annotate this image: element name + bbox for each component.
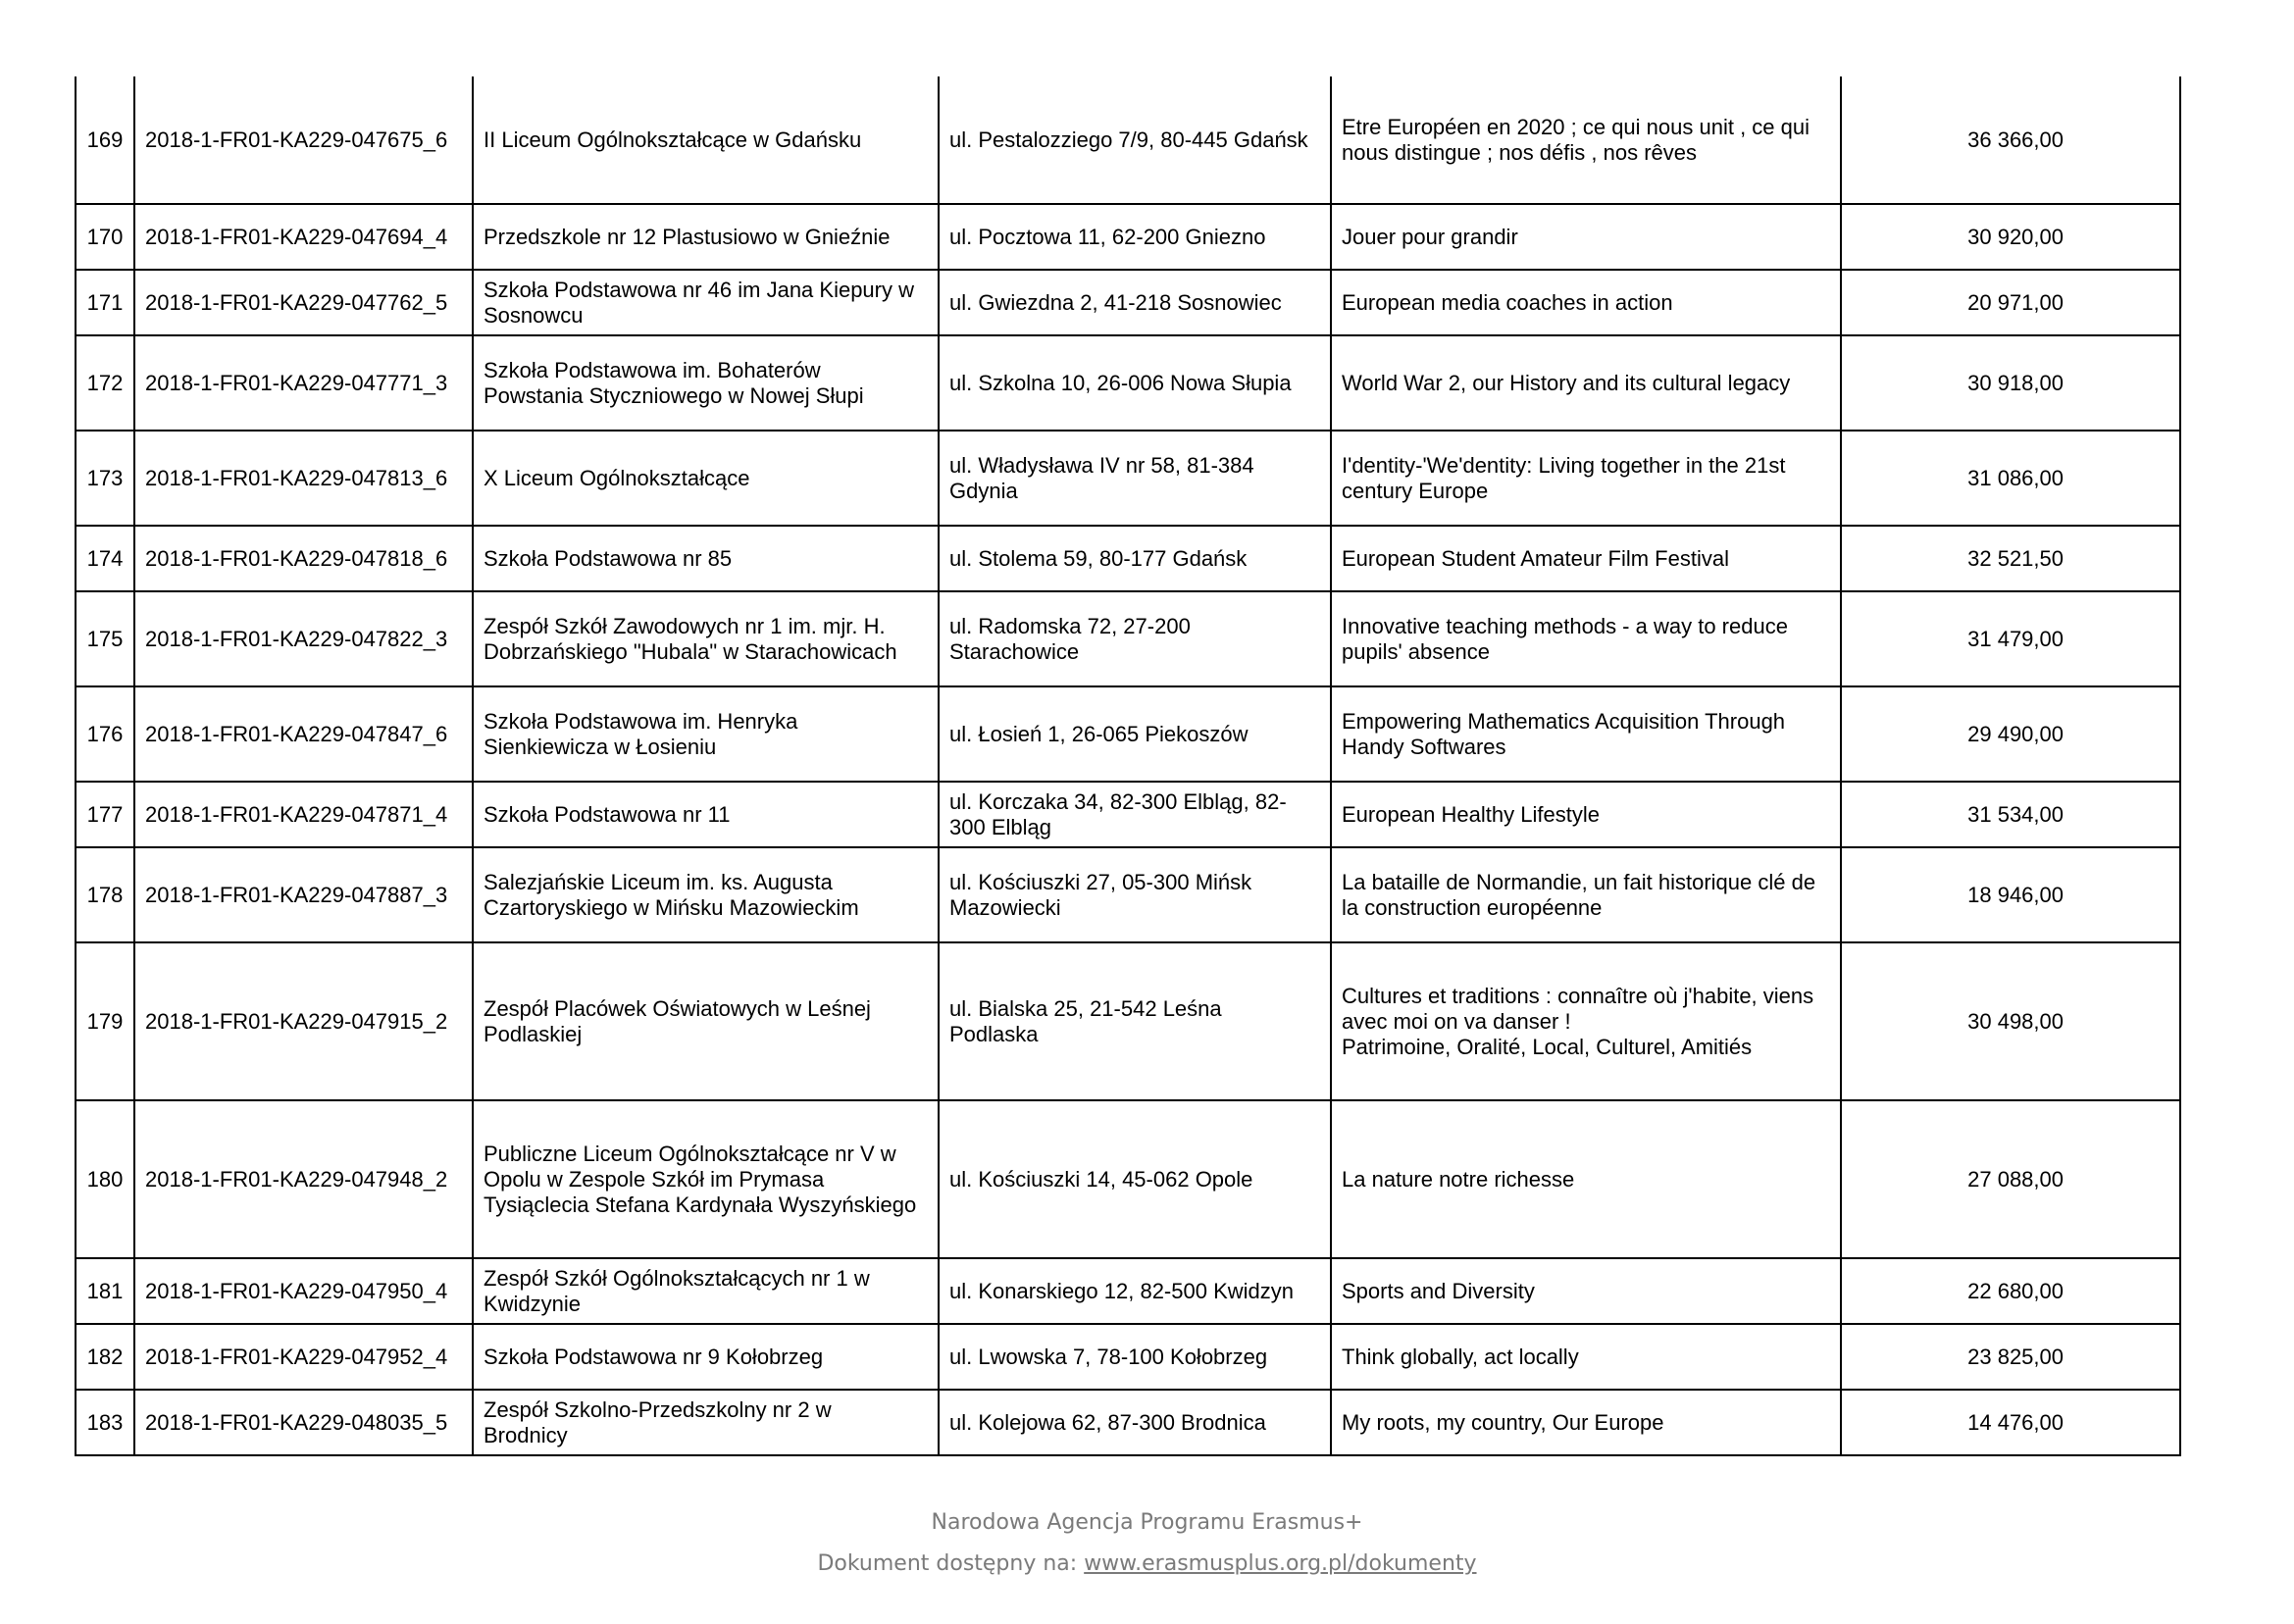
row-number: 180 (76, 1100, 134, 1258)
table-row (76, 942, 2180, 1100)
grant-amount: 30 920,00 (1841, 204, 2180, 270)
project-id: 2018-1-FR01-KA229-048035_5 (134, 1390, 473, 1455)
table-row (76, 1324, 2180, 1390)
projects-table (75, 76, 2181, 1456)
table-row (76, 270, 2180, 335)
institution-address: ul. Szkolna 10, 26-006 Nowa Słupia (939, 335, 1331, 431)
grant-amount: 29 490,00 (1841, 686, 2180, 782)
project-id: 2018-1-FR01-KA229-047818_6 (134, 526, 473, 591)
project-title: La bataille de Normandie, un fait historique clé de la construction européenne (1331, 847, 1841, 942)
row-number: 181 (76, 1258, 134, 1324)
project-title: European media coaches in action (1331, 270, 1841, 335)
institution-name: II Liceum Ogólnokształcące w Gdańsku (473, 76, 939, 204)
institution-address: ul. Kościuszki 14, 45-062 Opole (939, 1100, 1331, 1258)
institution-address: ul. Radomska 72, 27-200 Starachowice (939, 591, 1331, 686)
row-number: 173 (76, 431, 134, 526)
table-row (76, 1258, 2180, 1324)
table-body (76, 76, 2180, 1455)
institution-address: ul. Konarskiego 12, 82-500 Kwidzyn (939, 1258, 1331, 1324)
table-row (76, 591, 2180, 686)
table-row (76, 431, 2180, 526)
row-number: 183 (76, 1390, 134, 1455)
footer-agency: Narodowa Agencja Programu Erasmus+ (931, 1510, 1363, 1535)
institution-name: Szkoła Podstawowa im. Henryka Sienkiewicza w Łosieniu (473, 686, 939, 782)
project-id: 2018-1-FR01-KA229-047948_2 (134, 1100, 473, 1258)
project-title: My roots, my country, Our Europe (1331, 1390, 1841, 1455)
project-id: 2018-1-FR01-KA229-047952_4 (134, 1324, 473, 1390)
grant-amount: 22 680,00 (1841, 1258, 2180, 1324)
table-row (76, 847, 2180, 942)
project-title: La nature notre richesse (1331, 1100, 1841, 1258)
institution-address: ul. Stolema 59, 80-177 Gdańsk (939, 526, 1331, 591)
project-title: Sports and Diversity (1331, 1258, 1841, 1324)
project-id: 2018-1-FR01-KA229-047847_6 (134, 686, 473, 782)
grant-amount: 14 476,00 (1841, 1390, 2180, 1455)
row-number: 182 (76, 1324, 134, 1390)
institution-address: ul. Kościuszki 27, 05-300 Mińsk Mazowiecki (939, 847, 1331, 942)
institution-name: Zespół Placówek Oświatowych w Leśnej Podlaskiej (473, 942, 939, 1100)
row-number: 170 (76, 204, 134, 270)
institution-address: ul. Kolejowa 62, 87-300 Brodnica (939, 1390, 1331, 1455)
table-row (76, 782, 2180, 847)
documents-link[interactable]: www.erasmusplus.org.pl/dokumenty (1084, 1551, 1477, 1576)
table-row (76, 686, 2180, 782)
grant-amount: 31 534,00 (1841, 782, 2180, 847)
institution-address: ul. Bialska 25, 21-542 Leśna Podlaska (939, 942, 1331, 1100)
project-title: World War 2, our History and its cultural legacy (1331, 335, 1841, 431)
table-row (76, 526, 2180, 591)
project-title: Innovative teaching methods - a way to reduce pupils' absence (1331, 591, 1841, 686)
institution-name: Szkoła Podstawowa nr 46 im Jana Kiepury w Sosnowcu (473, 270, 939, 335)
grant-amount: 31 479,00 (1841, 591, 2180, 686)
project-title: Etre Européen en 2020 ; ce qui nous unit , ce qui nous distingue ; nos défis , nos rêves (1331, 76, 1841, 204)
row-number: 175 (76, 591, 134, 686)
project-title: Empowering Mathematics Acquisition Through Handy Softwares (1331, 686, 1841, 782)
row-number: 176 (76, 686, 134, 782)
grant-amount: 18 946,00 (1841, 847, 2180, 942)
institution-name: Szkoła Podstawowa nr 9 Kołobrzeg (473, 1324, 939, 1390)
row-number: 177 (76, 782, 134, 847)
institution-name: Zespół Szkół Ogólnokształcących nr 1 w Kwidzynie (473, 1258, 939, 1324)
project-title: European Student Amateur Film Festival (1331, 526, 1841, 591)
project-id: 2018-1-FR01-KA229-047813_6 (134, 431, 473, 526)
institution-name: Szkoła Podstawowa nr 11 (473, 782, 939, 847)
institution-address: ul. Łosień 1, 26-065 Piekoszów (939, 686, 1331, 782)
project-title: Cultures et traditions : connaître où j'habite, viens avec moi on va danser ! Patrimoine, Oralité, Local, Culturel, Amitiés (1331, 942, 1841, 1100)
row-number: 169 (76, 76, 134, 204)
grant-amount: 32 521,50 (1841, 526, 2180, 591)
institution-address: ul. Władysława IV nr 58, 81-384 Gdynia (939, 431, 1331, 526)
grant-amount: 36 366,00 (1841, 76, 2180, 204)
project-title: Think globally, act locally (1331, 1324, 1841, 1390)
table-row (76, 335, 2180, 431)
row-number: 172 (76, 335, 134, 431)
institution-address: ul. Pocztowa 11, 62-200 Gniezno (939, 204, 1331, 270)
institution-address: ul. Gwiezdna 2, 41-218 Sosnowiec (939, 270, 1331, 335)
grant-amount: 27 088,00 (1841, 1100, 2180, 1258)
project-id: 2018-1-FR01-KA229-047871_4 (134, 782, 473, 847)
table-row (76, 204, 2180, 270)
project-id: 2018-1-FR01-KA229-047694_4 (134, 204, 473, 270)
project-title: I'dentity-'We'dentity: Living together in the 21st century Europe (1331, 431, 1841, 526)
project-title: Jouer pour grandir (1331, 204, 1841, 270)
institution-address: ul. Lwowska 7, 78-100 Kołobrzeg (939, 1324, 1331, 1390)
project-id: 2018-1-FR01-KA229-047915_2 (134, 942, 473, 1100)
project-id: 2018-1-FR01-KA229-047887_3 (134, 847, 473, 942)
project-id: 2018-1-FR01-KA229-047822_3 (134, 591, 473, 686)
project-title: European Healthy Lifestyle (1331, 782, 1841, 847)
grant-amount: 30 918,00 (1841, 335, 2180, 431)
table-row (76, 76, 2180, 204)
footer-document-link-line (0, 1551, 2294, 1576)
project-id: 2018-1-FR01-KA229-047675_6 (134, 76, 473, 204)
institution-address: ul. Pestalozziego 7/9, 80-445 Gdańsk (939, 76, 1331, 204)
institution-name: Szkoła Podstawowa im. Bohaterów Powstania Styczniowego w Nowej Słupi (473, 335, 939, 431)
institution-name: Zespół Szkół Zawodowych nr 1 im. mjr. H. Dobrzańskiego "Hubala" w Starachowicach (473, 591, 939, 686)
row-number: 179 (76, 942, 134, 1100)
institution-name: Publiczne Liceum Ogólnokształcące nr V w Opolu w Zespole Szkół im Prymasa Tysiąclecia Stefana Kardynała Wyszyńskiego (473, 1100, 939, 1258)
project-id: 2018-1-FR01-KA229-047771_3 (134, 335, 473, 431)
table-row (76, 1100, 2180, 1258)
project-id: 2018-1-FR01-KA229-047762_5 (134, 270, 473, 335)
row-number: 178 (76, 847, 134, 942)
institution-address: ul. Korczaka 34, 82-300 Elbląg, 82- 300 Elbląg (939, 782, 1331, 847)
table-row (76, 1390, 2180, 1455)
institution-name: Przedszkole nr 12 Plastusiowo w Gnieźnie (473, 204, 939, 270)
row-number: 171 (76, 270, 134, 335)
row-number: 174 (76, 526, 134, 591)
grant-amount: 23 825,00 (1841, 1324, 2180, 1390)
footer-doc-prefix: Dokument dostępny na: (817, 1551, 1085, 1576)
grant-amount: 20 971,00 (1841, 270, 2180, 335)
grant-amount: 30 498,00 (1841, 942, 2180, 1100)
institution-name: Szkoła Podstawowa nr 85 (473, 526, 939, 591)
institution-name: Salezjańskie Liceum im. ks. Augusta Czartoryskiego w Mińsku Mazowieckim (473, 847, 939, 942)
institution-name: Zespół Szkolno-Przedszkolny nr 2 w Brodnicy (473, 1390, 939, 1455)
project-id: 2018-1-FR01-KA229-047950_4 (134, 1258, 473, 1324)
grant-amount: 31 086,00 (1841, 431, 2180, 526)
institution-name: X Liceum Ogólnokształcące (473, 431, 939, 526)
